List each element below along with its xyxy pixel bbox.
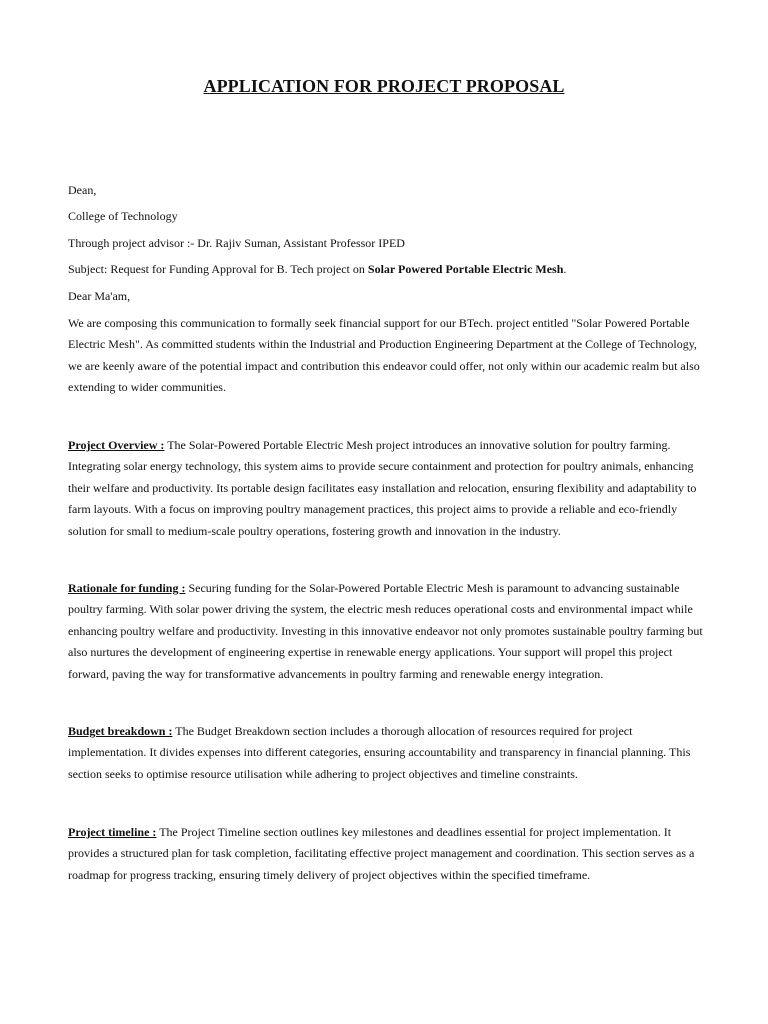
recipient-line-1: Dean,: [68, 183, 97, 197]
section-rationale-for-funding: [68, 578, 704, 685]
recipient-line-2: College of Technology: [68, 209, 178, 223]
salutation: Dear Ma'am,: [68, 289, 131, 303]
section-heading: Project Overview :: [68, 438, 165, 452]
section-budget-breakdown: [68, 721, 704, 785]
intro-paragraph: We are composing this communication to formally seek financial support for our BTech. project entitled "Solar Powered Portable Electric Mesh". As committed students within the Industrial and Production Engineering Department at the College of Technology, we are keenly aware of the potential impact and contribution this endeavor could offer, not only within our academic realm but also extending to wider communities.: [68, 316, 700, 395]
section-heading: Rationale for funding :: [68, 581, 186, 595]
section-project-overview: [68, 435, 704, 542]
section-project-timeline: [68, 822, 704, 886]
document-title: APPLICATION FOR PROJECT PROPOSAL: [203, 76, 565, 96]
subject-prefix: Subject: Request for Funding Approval for B. Tech project on: [68, 262, 368, 276]
subject-project-name: Solar Powered Portable Electric Mesh: [367, 262, 564, 276]
section-body: The Solar-Powered Portable Electric Mesh project introduces an innovative solution for poultry farming. Integrating solar energy technology, this system aims to provide secure containment and protection for poultry animals, enhancing their welfare and productivity. Its portable design facilitates easy installation and relocation, ensuring flexibility and adaptability to farm layouts. With a focus on improving poultry management practices, this project aims to provide a reliable and eco-friendly solution for small to medium-scale poultry operations, fostering growth and innovation in the industry.: [68, 438, 697, 538]
section-body: Securing funding for the Solar-Powered Portable Electric Mesh is paramount to advancing sustainable poultry farming. With solar power driving the system, the electric mesh reduces operational costs and environmental impact while enhancing poultry welfare and productivity. Investing in this innovative endeavor not only promotes sustainable poultry farming but also nurtures the development of engineering expertise in renewable energy applications. Your support will propel this project forward, paving the way for transformative advancements in poultry farming and renewable energy integration.: [68, 581, 703, 681]
subject-line: [68, 259, 566, 280]
recipient-line-3: Through project advisor :- Dr. Rajiv Suman, Assistant Professor IPED: [68, 236, 405, 250]
section-body: The Budget Breakdown section includes a thorough allocation of resources required for project implementation. It divides expenses into different categories, ensuring accountability and transparency in financial planning. This section seeks to optimise resource utilisation while adhering to project objectives and timeline constraints.: [68, 724, 691, 781]
section-heading: Project timeline :: [68, 825, 157, 839]
section-heading: Budget breakdown :: [68, 724, 173, 738]
subject-suffix: .: [563, 262, 567, 276]
section-body: The Project Timeline section outlines key milestones and deadlines essential for project implementation. It provides a structured plan for task completion, facilitating effective project management and coordination. This section serves as a roadmap for progress tracking, ensuring timely delivery of project objectives within the specified timeframe.: [68, 825, 695, 882]
